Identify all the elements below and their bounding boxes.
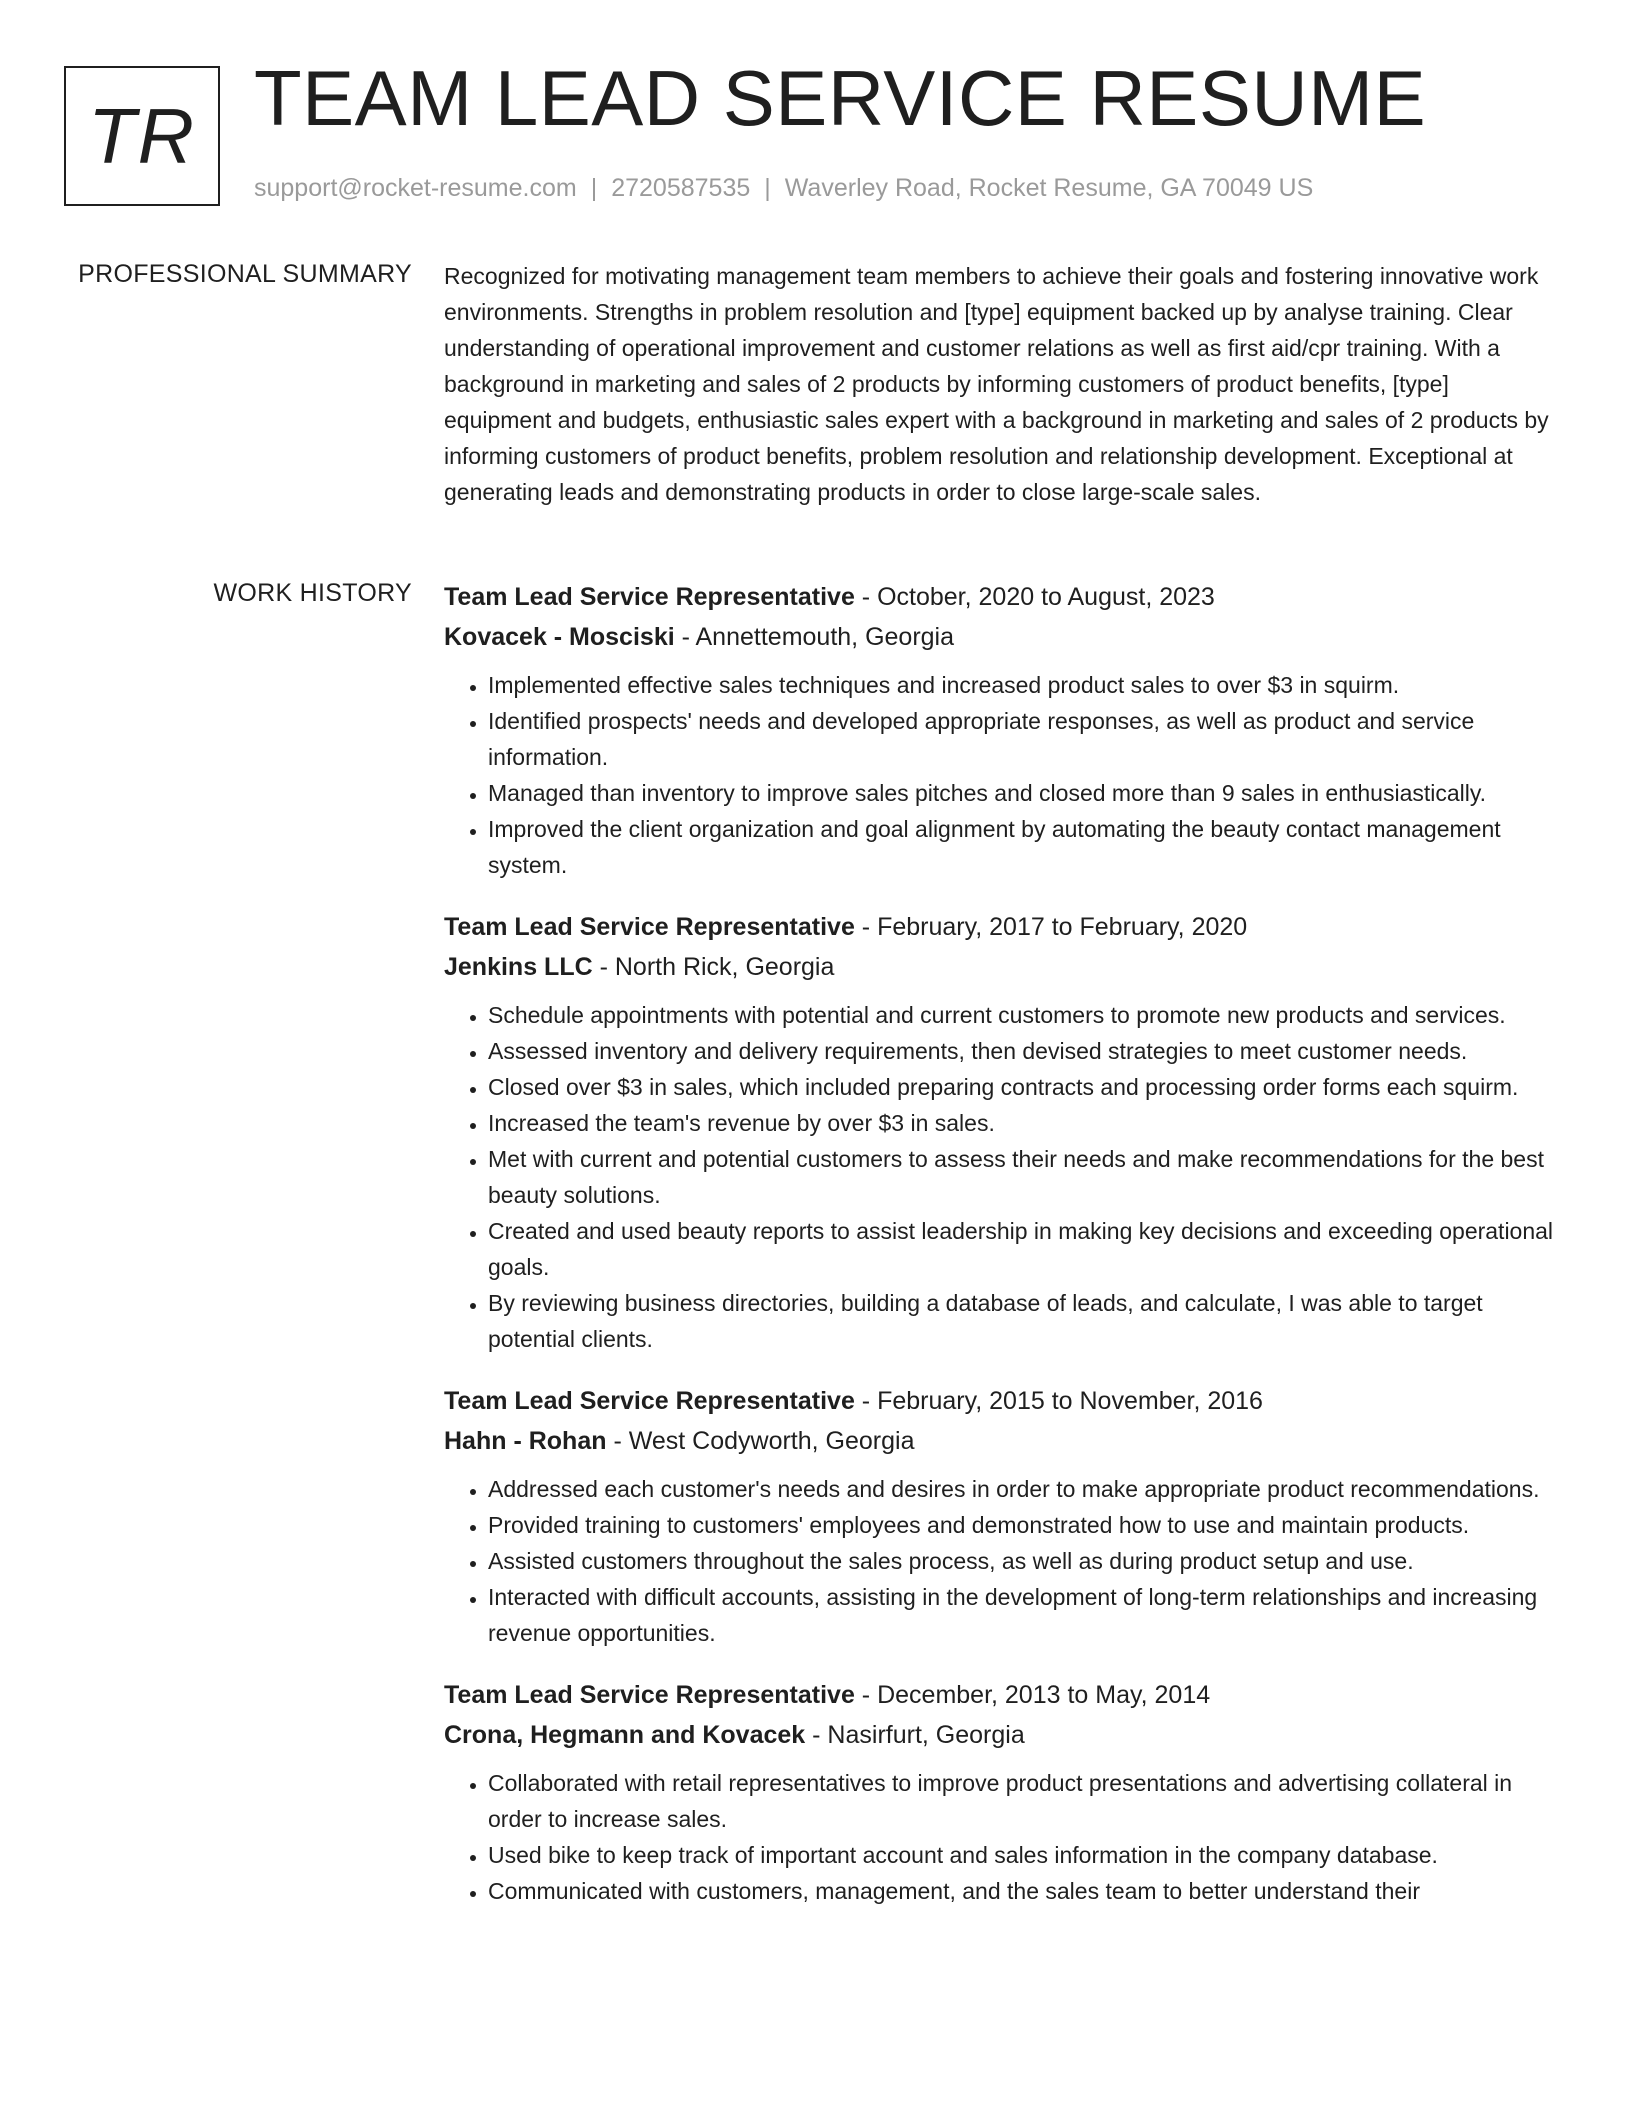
job-location: - West Codyworth, Georgia <box>606 1427 915 1455</box>
job-title-line <box>444 1381 1554 1421</box>
summary-body <box>444 258 1554 510</box>
job-bullets <box>444 667 1554 883</box>
job-company-line <box>444 1715 1554 1755</box>
contact-address: Waverley Road, Rocket Resume, GA 70049 US <box>784 174 1314 202</box>
job-title-line <box>444 1675 1554 1715</box>
job-bullet: • Schedule appointments with potential and current customers to promote new products and services. <box>488 997 1554 1033</box>
job-entry <box>444 907 1554 1357</box>
job-bullet: • Implemented effective sales techniques and increased product sales to over $3 in squirm. <box>488 667 1554 703</box>
summary-label: PROFESSIONAL SUMMARY <box>78 260 412 288</box>
job-bullet: • Improved the client organization and goal alignment by automating the beauty contact management system. <box>488 811 1554 883</box>
job-bullets <box>444 1471 1554 1651</box>
job-bullet: • Addressed each customer's needs and desires in order to make appropriate product recommendations. <box>488 1471 1554 1507</box>
job-bullets <box>444 1765 1554 1909</box>
job-bullet: • Closed over $3 in sales, which included preparing contracts and processing order forms each squirm. <box>488 1069 1554 1105</box>
job-bullet: • Communicated with customers, management, and the sales team to better understand their <box>488 1873 1554 1909</box>
job-title-line <box>444 907 1554 947</box>
monogram-box <box>64 66 220 206</box>
job-entry <box>444 577 1554 883</box>
job-title-line <box>444 577 1554 617</box>
job-bullet: • Increased the team's revenue by over $3 in sales. <box>488 1105 1554 1141</box>
job-title: Team Lead Service Representative <box>444 913 855 941</box>
job-bullet: • Met with current and potential customers to assess their needs and make recommendations for the best beauty solutions. <box>488 1141 1554 1213</box>
job-company: Kovacek - Mosciski <box>444 623 675 651</box>
contact-separator: | <box>590 174 598 202</box>
job-dates: - October, 2020 to August, 2023 <box>854 583 1215 611</box>
job-bullets <box>444 997 1554 1357</box>
job-bullet: • Managed than inventory to improve sales pitches and closed more than 9 sales in enthusiastically. <box>488 775 1554 811</box>
job-location: - Nasirfurt, Georgia <box>805 1721 1025 1749</box>
job-bullet: • Assessed inventory and delivery requirements, then devised strategies to meet customer needs. <box>488 1033 1554 1069</box>
job-bullet: • Provided training to customers' employees and demonstrated how to use and maintain products. <box>488 1507 1554 1543</box>
job-company-line <box>444 1421 1554 1461</box>
job-company-line <box>444 947 1554 987</box>
job-title: Team Lead Service Representative <box>444 1681 855 1709</box>
job-dates: - February, 2017 to February, 2020 <box>854 913 1248 941</box>
job-bullet: • By reviewing business directories, building a database of leads, and calculate, I was able to target potential clients. <box>488 1285 1554 1357</box>
job-dates: - February, 2015 to November, 2016 <box>854 1387 1263 1415</box>
contact-line <box>254 174 1313 203</box>
job-company: Hahn - Rohan <box>444 1427 607 1455</box>
contact-email: support@rocket-resume.com <box>254 174 577 202</box>
job-location: - Annettemouth, Georgia <box>674 623 955 651</box>
work-history-label: WORK HISTORY <box>213 579 412 607</box>
summary-text: Recognized for motivating management team members to achieve their goals and fostering innovative work environments. Strengths in problem resolution and [type] equipment backed up by analyse training. Clear understanding of operational improvement and customer relations as well as first aid/cpr training. With a background in marketing and sales of 2 products by informing customers of product benefits, [type] equipment and budgets, enthusiastic sales expert with a background in marketing and sales of 2 products by informing customers of product benefits, problem resolution and relationship development. Exceptional at generating leads and demonstrating products in order to close large-scale sales. <box>444 263 1549 505</box>
job-bullet: • Created and used beauty reports to assist leadership in making key decisions and exceeding operational goals. <box>488 1213 1554 1285</box>
job-entry <box>444 1381 1554 1651</box>
job-dates: - December, 2013 to May, 2014 <box>854 1681 1211 1709</box>
monogram-initials: TR <box>88 91 196 180</box>
job-title: Team Lead Service Representative <box>444 583 855 611</box>
job-bullet: • Assisted customers throughout the sales process, as well as during product setup and use. <box>488 1543 1554 1579</box>
job-company: Crona, Hegmann and Kovacek <box>444 1721 806 1749</box>
job-location: - North Rick, Georgia <box>592 953 835 981</box>
job-bullet: • Interacted with difficult accounts, assisting in the development of long-term relationships and increasing revenue opportunities. <box>488 1579 1554 1651</box>
job-entry <box>444 1675 1554 1909</box>
job-bullet: • Identified prospects' needs and developed appropriate responses, as well as product and service information. <box>488 703 1554 775</box>
job-bullet: • Collaborated with retail representatives to improve product presentations and advertising collateral in order to increase sales. <box>488 1765 1554 1837</box>
job-company: Jenkins LLC <box>444 953 593 981</box>
job-title: Team Lead Service Representative <box>444 1387 855 1415</box>
work-history-body <box>444 577 1554 1933</box>
job-bullet: • Used bike to keep track of important account and sales information in the company database. <box>488 1837 1554 1873</box>
contact-separator: | <box>764 174 771 202</box>
resume-title: TEAM LEAD SERVICE RESUME <box>254 54 1427 142</box>
job-company-line <box>444 617 1554 657</box>
contact-phone: 2720587535 <box>611 174 751 202</box>
